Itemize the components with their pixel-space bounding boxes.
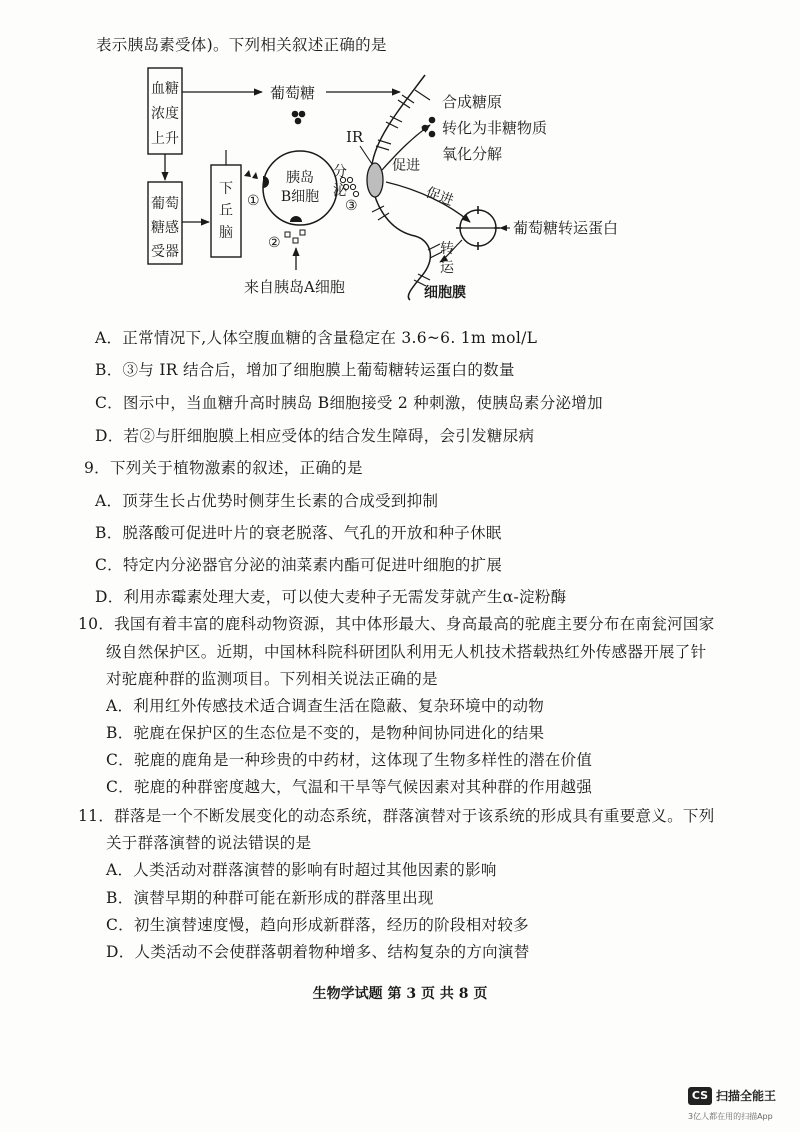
receptor-label-1: 葡萄	[151, 196, 179, 212]
q11-option-a: A．人类活动对群落演替的影响有时超过其他因素的影响	[106, 861, 497, 879]
circle-label-2: ②	[268, 235, 281, 251]
scanner-app-name: 扫描全能王	[716, 1089, 777, 1103]
receptor-label-3: 受器	[151, 244, 179, 260]
q10-option-b: B．驼鹿在保护区的生态位是不变的，是物种间协同进化的结果	[106, 724, 545, 742]
q11-option-c: C．初生演替速度慢，趋向形成新群落，经历的阶段相对较多	[106, 916, 529, 934]
page-footer: 生物学试题 第 3 页 共 8 页	[312, 986, 488, 1002]
q10-option-a: A．利用红外传感技术适合调查生活在隐蔽、复杂环境中的动物	[106, 697, 545, 715]
scanner-watermark	[688, 1083, 800, 1132]
q9-option-b: B．脱落酸可促进叶片的衰老脱落、气孔的开放和种子休眠	[95, 524, 502, 542]
secrete-label-1: 分	[333, 164, 347, 180]
islet-b-cell	[263, 151, 337, 225]
promote-label-2: 促进	[423, 184, 456, 210]
q8-option-d: D．若②与肝细胞膜上相应受体的结合发生障碍，会引发糖尿病	[95, 427, 535, 445]
hypothalamus-label-2: 丘	[219, 203, 233, 219]
hypothalamus-label-3: 脑	[219, 225, 233, 241]
q11-option-d: D．人类活动不会使群落朝着物种增多、结构复杂的方向演替	[106, 943, 530, 961]
q9-stem: 9．下列关于植物激素的叙述，正确的是	[84, 459, 363, 477]
cell-membrane-label: 细胞膜	[424, 285, 466, 301]
q11-option-b: B．演替早期的种群可能在新形成的群落里出现	[106, 889, 434, 907]
blood-sugar-label-2: 浓度	[151, 106, 179, 122]
ir-label: IR	[346, 128, 364, 146]
hypothalamus-label-1: 下	[219, 181, 233, 197]
outcome-non-sugar: 转化为非糖物质	[442, 119, 548, 137]
transporter-label: 葡萄糖转运蛋白	[513, 219, 619, 237]
q10-stem-line-2: 级自然保护区。近期，中国林科院科研团队利用无人机技术搭载热红外传感器开展了针	[106, 643, 707, 661]
q8-option-b: B．③与 IR 结合后，增加了细胞膜上葡萄糖转运蛋白的数量	[95, 361, 515, 379]
outcome-glycogen: 合成糖原	[442, 93, 503, 111]
transport-label-1: 转	[440, 241, 454, 257]
q8-option-c: C．图示中，当血糖升高时胰岛 B细胞接受 2 种刺激，使胰岛素分泌增加	[95, 394, 603, 412]
q10-stem-line-1: 10．我国有着丰富的鹿科动物资源，其中体形最大、身高最高的驼鹿主要分布在南瓮河国家	[78, 615, 715, 633]
blood-sugar-label-1: 血糖	[151, 81, 179, 97]
scanner-tagline: 3亿人都在用的扫描App	[688, 1112, 773, 1121]
q10-stem-line-3: 对驼鹿种群的监测项目。下列相关说法正确的是	[106, 670, 438, 688]
outcome-oxidation: 氧化分解	[442, 145, 503, 163]
from-a-cell-label: 来自胰岛A细胞	[244, 278, 345, 296]
circle-label-1: ①	[247, 193, 260, 209]
q9-option-c: C．特定内分泌器官分泌的油菜素内酯可促进叶细胞的扩展	[95, 556, 503, 574]
glucose-label: 葡萄糖	[270, 84, 316, 102]
b-cell-label-1: 胰岛	[286, 170, 314, 186]
insulin-regulation-diagram	[0, 0, 800, 310]
q8-option-a: A．正常情况下,人体空腹血糖的含量稳定在 3.6~6. 1m mol/L	[95, 329, 538, 347]
camscanner-logo-icon: CS	[688, 1087, 712, 1105]
q10-option-d: C．驼鹿的种群密度越大，气温和干旱等气候因素对其种群的作用越强	[106, 778, 593, 796]
q11-stem-line-1: 11．群落是一个不断发展变化的动态系统，群落演替对于该系统的形成具有重要意义。下列	[78, 807, 715, 825]
promote-label-1: 促进	[392, 158, 420, 174]
insulin-receptor-ir	[367, 163, 383, 197]
q9-option-d: D．利用赤霉素处理大麦，可以使大麦种子无需发芽就产生α-淀粉酶	[95, 588, 567, 606]
receptor-label-2: 糖感	[151, 220, 179, 236]
circle-label-3: ③	[345, 198, 358, 214]
q11-stem-line-2: 关于群落演替的说法错误的是	[106, 834, 312, 852]
intro-text: 表示胰岛素受体)。下列相关叙述正确的是	[96, 36, 387, 54]
transport-label-2: 运	[440, 260, 454, 276]
q9-option-a: A．顶芽生长占优势时侧芽生长素的合成受到抑制	[95, 492, 439, 510]
q10-option-c: C．驼鹿的鹿角是一种珍贵的中药材，这体现了生物多样性的潜在价值	[106, 751, 593, 769]
blood-sugar-label-3: 上升	[151, 131, 179, 147]
b-cell-label-2: B细胞	[280, 189, 320, 205]
secrete-label-2: 泌	[333, 183, 347, 199]
